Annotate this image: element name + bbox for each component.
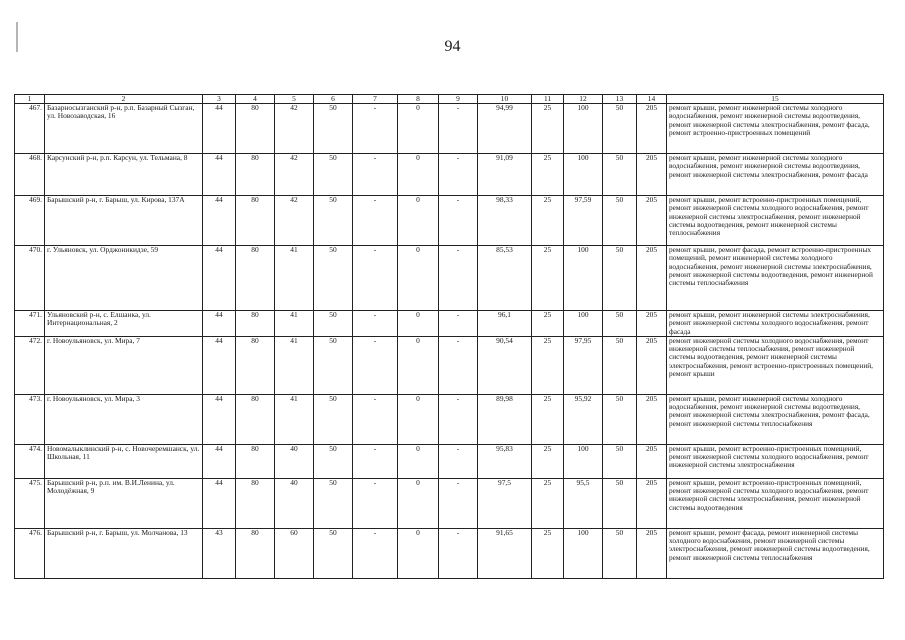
col-10-value: 90,54 <box>478 336 532 394</box>
col-header-11: 11 <box>532 95 564 104</box>
col-12-value: 95,5 <box>564 478 603 528</box>
object-address: Барышский р-н, г. Барыш, ул. Кирова, 137А <box>45 196 203 246</box>
col-header-1: 1 <box>15 95 45 104</box>
object-address: г. Новоульяновск, ул. Мира, 7 <box>45 336 203 394</box>
col-9-value: - <box>439 478 478 528</box>
table-row <box>15 196 884 246</box>
col-9-value: - <box>439 444 478 478</box>
col-10-value: 97,5 <box>478 478 532 528</box>
col-5-value: 60 <box>275 528 314 578</box>
col-13-value: 50 <box>603 311 637 337</box>
col-4-value: 80 <box>236 311 275 337</box>
col-13-value: 50 <box>603 104 637 154</box>
col-10-value: 95,83 <box>478 444 532 478</box>
row-number: 474. <box>15 444 45 478</box>
col-11-value: 25 <box>532 528 564 578</box>
col-4-value: 80 <box>236 104 275 154</box>
column-number-row <box>15 95 884 104</box>
col-header-4: 4 <box>236 95 275 104</box>
col-10-value: 91,09 <box>478 154 532 196</box>
col-header-3: 3 <box>203 95 236 104</box>
repair-works: ремонт крыши, ремонт инженерной системы электроснабжения, ремонт инженерной системы холодного водоснабжения, ремонт фасада <box>667 311 884 337</box>
repair-works: ремонт крыши, ремонт инженерной системы холодного водоснабжения, ремонт инженерной системы водоотведения, ремонт инженерной системы электроснабжения, ремонт фасада, ремонт встроенно-пристроенных помещений <box>667 104 884 154</box>
col-header-13: 13 <box>603 95 637 104</box>
table-row <box>15 246 884 311</box>
col-14-value: 205 <box>637 478 667 528</box>
object-address: Карсунский р-н, р.п. Карсун, ул. Тельмана, 8 <box>45 154 203 196</box>
col-7-value: - <box>353 528 398 578</box>
repair-works: ремонт крыши, ремонт инженерной системы холодного водоснабжения, ремонт инженерной системы водоотведения, ремонт инженерной системы электроснабжения, ремонт фасада, ремонт инженерной системы теплоснабжения <box>667 394 884 444</box>
row-number: 475. <box>15 478 45 528</box>
row-number: 470. <box>15 246 45 311</box>
table-row <box>15 336 884 394</box>
col-10-value: 85,53 <box>478 246 532 311</box>
col-14-value: 205 <box>637 444 667 478</box>
col-5-value: 42 <box>275 154 314 196</box>
col-3-value: 43 <box>203 528 236 578</box>
col-header-5: 5 <box>275 95 314 104</box>
col-8-value: 0 <box>398 444 439 478</box>
object-address: Новомалыклинский р-н, с. Новочеремшанск, ул. Школьная, 11 <box>45 444 203 478</box>
col-4-value: 80 <box>236 246 275 311</box>
col-12-value: 97,59 <box>564 196 603 246</box>
row-number: 467. <box>15 104 45 154</box>
col-7-value: - <box>353 154 398 196</box>
repair-works: ремонт крыши, ремонт инженерной системы холодного водоснабжения, ремонт инженерной системы водоотведения, ремонт инженерной системы электроснабжения, ремонт фасада <box>667 154 884 196</box>
col-13-value: 50 <box>603 246 637 311</box>
col-5-value: 41 <box>275 311 314 337</box>
col-8-value: 0 <box>398 104 439 154</box>
col-12-value: 100 <box>564 444 603 478</box>
col-header-8: 8 <box>398 95 439 104</box>
col-11-value: 25 <box>532 394 564 444</box>
col-12-value: 100 <box>564 311 603 337</box>
table-row <box>15 154 884 196</box>
repair-works: ремонт крыши, ремонт встроенно-пристроенных помещений, ремонт инженерной системы холодного водоснабжения, ремонт инженерной системы электроснабжения, ремонт инженерной системы водоотведения <box>667 478 884 528</box>
col-header-14: 14 <box>637 95 667 104</box>
col-6-value: 50 <box>314 154 353 196</box>
col-11-value: 25 <box>532 246 564 311</box>
col-9-value: - <box>439 394 478 444</box>
col-11-value: 25 <box>532 196 564 246</box>
col-5-value: 40 <box>275 478 314 528</box>
col-14-value: 205 <box>637 336 667 394</box>
col-13-value: 50 <box>603 196 637 246</box>
col-7-value: - <box>353 104 398 154</box>
col-11-value: 25 <box>532 478 564 528</box>
col-6-value: 50 <box>314 246 353 311</box>
col-7-value: - <box>353 478 398 528</box>
col-14-value: 205 <box>637 394 667 444</box>
col-9-value: - <box>439 154 478 196</box>
col-6-value: 50 <box>314 104 353 154</box>
col-5-value: 41 <box>275 394 314 444</box>
col-3-value: 44 <box>203 104 236 154</box>
row-number: 476. <box>15 528 45 578</box>
object-address: Барышский р-н, г. Барыш, ул. Молчанова, 13 <box>45 528 203 578</box>
table-row <box>15 444 884 478</box>
col-12-value: 100 <box>564 154 603 196</box>
col-4-value: 80 <box>236 336 275 394</box>
col-6-value: 50 <box>314 528 353 578</box>
col-12-value: 95,92 <box>564 394 603 444</box>
col-7-value: - <box>353 394 398 444</box>
repair-works: ремонт инженерной системы холодного водоснабжения, ремонт инженерной системы теплоснабжения, ремонт инженерной системы водоотведения, ремонт инженерной системы электроснабжения, ремонт встроенно-пристроенных помещений, ремонт крыши <box>667 336 884 394</box>
col-4-value: 80 <box>236 528 275 578</box>
col-10-value: 98,33 <box>478 196 532 246</box>
col-7-value: - <box>353 336 398 394</box>
col-11-value: 25 <box>532 311 564 337</box>
col-10-value: 94,99 <box>478 104 532 154</box>
col-10-value: 96,1 <box>478 311 532 337</box>
table-row <box>15 104 884 154</box>
col-13-value: 50 <box>603 478 637 528</box>
col-10-value: 91,65 <box>478 528 532 578</box>
object-address: Барышский р-н, р.п. им. В.И.Ленина, ул. Молодёжная, 9 <box>45 478 203 528</box>
col-header-7: 7 <box>353 95 398 104</box>
col-13-value: 50 <box>603 444 637 478</box>
col-14-value: 205 <box>637 528 667 578</box>
col-4-value: 80 <box>236 154 275 196</box>
col-header-9: 9 <box>439 95 478 104</box>
col-6-value: 50 <box>314 336 353 394</box>
col-5-value: 41 <box>275 246 314 311</box>
table-row <box>15 528 884 578</box>
col-12-value: 100 <box>564 528 603 578</box>
object-address: г. Ульяновск, ул. Орджоникидзе, 59 <box>45 246 203 311</box>
col-3-value: 44 <box>203 246 236 311</box>
col-3-value: 44 <box>203 196 236 246</box>
repair-works: ремонт крыши, ремонт фасада, ремонт встроенно-пристроенных помещений, ремонт инженерной системы холодного водоснабжения, ремонт инженерной системы электроснабжения, ремонт инженерной системы водоотведения, ремонт инженерной системы теплоснабжения <box>667 246 884 311</box>
table-row <box>15 311 884 337</box>
col-6-value: 50 <box>314 311 353 337</box>
col-14-value: 205 <box>637 154 667 196</box>
col-3-value: 44 <box>203 478 236 528</box>
col-3-value: 44 <box>203 311 236 337</box>
col-14-value: 205 <box>637 246 667 311</box>
col-8-value: 0 <box>398 394 439 444</box>
col-11-value: 25 <box>532 154 564 196</box>
repair-works: ремонт крыши, ремонт встроенно-пристроенных помещений, ремонт инженерной системы холодного водоснабжения, ремонт инженерной системы электроснабжения, ремонт инженерной системы водоотведения, ремонт инженерной системы теплоснабжения <box>667 196 884 246</box>
col-8-value: 0 <box>398 478 439 528</box>
col-3-value: 44 <box>203 444 236 478</box>
col-8-value: 0 <box>398 528 439 578</box>
col-7-value: - <box>353 246 398 311</box>
col-8-value: 0 <box>398 154 439 196</box>
col-header-10: 10 <box>478 95 532 104</box>
row-number: 473. <box>15 394 45 444</box>
col-header-12: 12 <box>564 95 603 104</box>
col-8-value: 0 <box>398 246 439 311</box>
col-10-value: 89,98 <box>478 394 532 444</box>
col-12-value: 100 <box>564 246 603 311</box>
col-header-2: 2 <box>45 95 203 104</box>
col-13-value: 50 <box>603 528 637 578</box>
table-row <box>15 478 884 528</box>
object-address: г. Новоульяновск, ул. Мира, 3 <box>45 394 203 444</box>
col-5-value: 42 <box>275 196 314 246</box>
col-14-value: 205 <box>637 196 667 246</box>
row-number: 469. <box>15 196 45 246</box>
col-12-value: 97,95 <box>564 336 603 394</box>
object-address: Базарносызганский р-н, р.п. Базарный Сызган, ул. Новозаводская, 16 <box>45 104 203 154</box>
page-number: 94 <box>444 38 461 55</box>
row-number: 472. <box>15 336 45 394</box>
col-6-value: 50 <box>314 394 353 444</box>
col-5-value: 42 <box>275 104 314 154</box>
col-5-value: 40 <box>275 444 314 478</box>
col-11-value: 25 <box>532 104 564 154</box>
col-11-value: 25 <box>532 336 564 394</box>
col-9-value: - <box>439 311 478 337</box>
object-address: Ульяновский р-н, с. Елшанка, ул. Интернациональная, 2 <box>45 311 203 337</box>
repair-register-table <box>14 94 884 579</box>
col-3-value: 44 <box>203 154 236 196</box>
col-14-value: 205 <box>637 104 667 154</box>
col-4-value: 80 <box>236 444 275 478</box>
col-9-value: - <box>439 104 478 154</box>
col-9-value: - <box>439 528 478 578</box>
row-number: 471. <box>15 311 45 337</box>
col-5-value: 41 <box>275 336 314 394</box>
col-7-value: - <box>353 196 398 246</box>
col-8-value: 0 <box>398 196 439 246</box>
col-4-value: 80 <box>236 478 275 528</box>
col-header-6: 6 <box>314 95 353 104</box>
repair-works: ремонт крыши, ремонт встроенно-пристроенных помещений, ремонт инженерной системы холодного водоснабжения, ремонт инженерной системы электроснабжения <box>667 444 884 478</box>
col-4-value: 80 <box>236 196 275 246</box>
col-4-value: 80 <box>236 394 275 444</box>
col-6-value: 50 <box>314 444 353 478</box>
col-7-value: - <box>353 311 398 337</box>
col-7-value: - <box>353 444 398 478</box>
col-14-value: 205 <box>637 311 667 337</box>
row-number: 468. <box>15 154 45 196</box>
col-9-value: - <box>439 196 478 246</box>
col-9-value: - <box>439 336 478 394</box>
col-13-value: 50 <box>603 154 637 196</box>
col-8-value: 0 <box>398 311 439 337</box>
col-6-value: 50 <box>314 196 353 246</box>
col-11-value: 25 <box>532 444 564 478</box>
col-8-value: 0 <box>398 336 439 394</box>
col-header-15: 15 <box>667 95 884 104</box>
col-13-value: 50 <box>603 336 637 394</box>
col-3-value: 44 <box>203 394 236 444</box>
col-12-value: 100 <box>564 104 603 154</box>
col-13-value: 50 <box>603 394 637 444</box>
repair-works: ремонт крыши, ремонт фасада, ремонт инженерной системы холодного водоснабжения, ремонт инженерной системы электроснабжения, ремонт инженерной системы водоотведения, ремонт инженерной системы теплоснабжения <box>667 528 884 578</box>
table-row <box>15 394 884 444</box>
col-3-value: 44 <box>203 336 236 394</box>
col-9-value: - <box>439 246 478 311</box>
col-6-value: 50 <box>314 478 353 528</box>
